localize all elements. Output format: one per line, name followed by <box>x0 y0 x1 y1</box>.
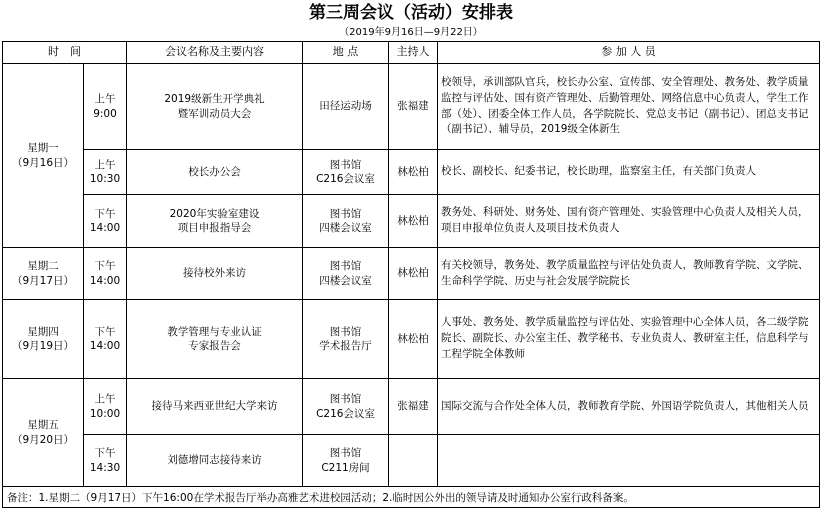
meeting-line-1: 2020年实验室建设 <box>169 207 260 220</box>
meeting-line-1: 2019级新生开学典礼 <box>164 93 265 106</box>
day-cell <box>3 379 84 487</box>
host-cell: 张福建 <box>389 64 438 150</box>
header-attendees: 参 加 人 员 <box>438 42 820 64</box>
location-line-2: 四楼会议室 <box>319 222 372 234</box>
meeting-line-1: 教学管理与专业认证 <box>167 325 262 338</box>
header-host: 主持人 <box>389 42 438 64</box>
page-subtitle: （2019年9月16日—9月22日） <box>339 27 483 38</box>
location-line-1: 图书馆 <box>329 207 362 220</box>
time-label: 10:00 <box>89 407 121 420</box>
location-line-1: 图书馆 <box>329 158 362 171</box>
header-meeting: 会议名称及主要内容 <box>127 42 303 64</box>
day-date: （9月16日） <box>11 156 75 169</box>
location-line-1: 图书馆 <box>329 393 362 406</box>
location-cell <box>303 435 389 487</box>
location-line-1: 图书馆 <box>329 325 362 338</box>
host-cell: 林松柏 <box>389 150 438 195</box>
attendees-cell: 有关校领导，教务处、教学质量监控与评估处负责人，教师教育学院、文学院、生命科学学院、历史与社会发展学院院长 <box>438 248 820 300</box>
table-row <box>3 64 820 150</box>
meeting-cell <box>127 300 303 379</box>
host-cell <box>389 435 438 487</box>
period-label: 下午 <box>94 207 116 220</box>
location-cell <box>303 195 389 248</box>
day-name: 星期五 <box>27 419 59 432</box>
table-row <box>3 248 820 300</box>
meeting-cell <box>127 435 303 487</box>
location-line-1: 田径运动场 <box>319 100 372 113</box>
time-cell <box>84 379 127 435</box>
time-label: 14:30 <box>89 461 121 474</box>
attendees-cell: 教务处、科研处、财务处、国有资产管理处、实验管理中心负责人及相关人员，项目申报单位负责人及项目技术负责人 <box>438 195 820 248</box>
host-cell: 张福建 <box>389 379 438 435</box>
schedule-table <box>2 41 820 508</box>
day-cell <box>3 300 84 379</box>
meeting-line-1: 校长办公会 <box>188 165 241 178</box>
meeting-line-1: 接待马来西亚世纪大学来访 <box>151 400 278 413</box>
meeting-line-1: 刘德增同志接待来访 <box>167 454 262 467</box>
period-label: 下午 <box>94 260 116 273</box>
time-cell <box>84 195 127 248</box>
location-cell <box>303 150 389 195</box>
location-cell <box>303 248 389 300</box>
day-date: （9月17日） <box>11 274 75 287</box>
note-row <box>3 487 820 508</box>
day-name: 星期二 <box>27 260 59 273</box>
header-location: 地 点 <box>303 42 389 64</box>
footnote: 备注：1.星期二（9月17日）下午16:00在学术报告厅举办高雅艺术进校园活动；2.临时因公外出的领导请及时通知办公室行政科备案。 <box>3 487 820 508</box>
location-cell <box>303 379 389 435</box>
header-time: 时 间 <box>3 42 127 64</box>
attendees-cell: 校领导，承训部队官兵，校长办公室、宣传部、安全管理处、教务处、教学质量监控与评估处、国有资产管理处、后勤管理处、网络信息中心负责人，学生工作部（处）、团委全体工作人员，各学院院长、党总支书记（副书记）、团总支书记（副书记）、辅导员，2019级全体新生 <box>438 64 820 150</box>
table-row <box>3 195 820 248</box>
period-label: 上午 <box>94 393 116 406</box>
location-line-2: C211房间 <box>321 461 370 474</box>
meeting-line-2: 暨军训动员大会 <box>177 107 252 120</box>
day-date: （9月20日） <box>11 433 75 446</box>
meeting-cell <box>127 248 303 300</box>
day-cell <box>3 248 84 300</box>
meeting-cell <box>127 195 303 248</box>
attendees-cell <box>438 435 820 487</box>
location-line-2: C216会议室 <box>316 173 375 185</box>
time-label: 14:00 <box>89 274 121 287</box>
meeting-cell <box>127 150 303 195</box>
time-label: 14:00 <box>89 222 121 234</box>
location-cell <box>303 64 389 150</box>
attendees-cell: 国际交流与合作处全体人员，教师教育学院、外国语学院负责人，其他相关人员 <box>438 379 820 435</box>
time-label: 9:00 <box>93 107 117 120</box>
table-row <box>3 150 820 195</box>
time-cell <box>84 64 127 150</box>
time-cell <box>84 300 127 379</box>
host-cell: 林松柏 <box>389 300 438 379</box>
location-line-1: 图书馆 <box>329 260 362 273</box>
day-cell <box>3 64 84 248</box>
time-cell <box>84 248 127 300</box>
table-row <box>3 300 820 379</box>
day-date: （9月19日） <box>11 340 75 352</box>
host-cell: 林松柏 <box>389 195 438 248</box>
table-row <box>3 379 820 435</box>
day-name: 星期四 <box>27 325 59 338</box>
meeting-cell <box>127 379 303 435</box>
period-label: 上午 <box>94 93 116 106</box>
page-title: 第三周会议（活动）安排表 <box>309 3 513 23</box>
location-line-2: 学术报告厅 <box>319 340 372 352</box>
header-row <box>3 42 820 64</box>
meeting-line-1: 接待校外来访 <box>183 267 246 280</box>
table-row <box>3 435 820 487</box>
attendees-cell: 人事处、教务处、教学质量监控与评估处、实验管理中心全体人员，各二级学院院长、副院长、办公室主任、教学秘书、专业负责人、教研室主任，信息科学与工程学院全体教师 <box>438 300 820 379</box>
host-cell: 林松柏 <box>389 248 438 300</box>
period-label: 下午 <box>94 447 116 460</box>
time-cell <box>84 435 127 487</box>
attendees-cell: 校长、副校长、纪委书记，校长助理，监察室主任，有关部门负责人 <box>438 150 820 195</box>
meeting-cell <box>127 64 303 150</box>
day-name: 星期一 <box>27 142 59 155</box>
meeting-line-2: 项目申报指导会 <box>177 222 252 234</box>
location-line-2: 四楼会议室 <box>319 274 372 287</box>
location-line-1: 图书馆 <box>329 447 362 460</box>
period-label: 上午 <box>94 158 116 171</box>
time-label: 10:30 <box>89 173 121 185</box>
location-cell <box>303 300 389 379</box>
meeting-line-2: 专家报告会 <box>188 340 241 352</box>
time-cell <box>84 150 127 195</box>
time-label: 14:00 <box>89 340 121 352</box>
location-line-2: C216会议室 <box>316 407 375 420</box>
period-label: 下午 <box>94 325 116 338</box>
